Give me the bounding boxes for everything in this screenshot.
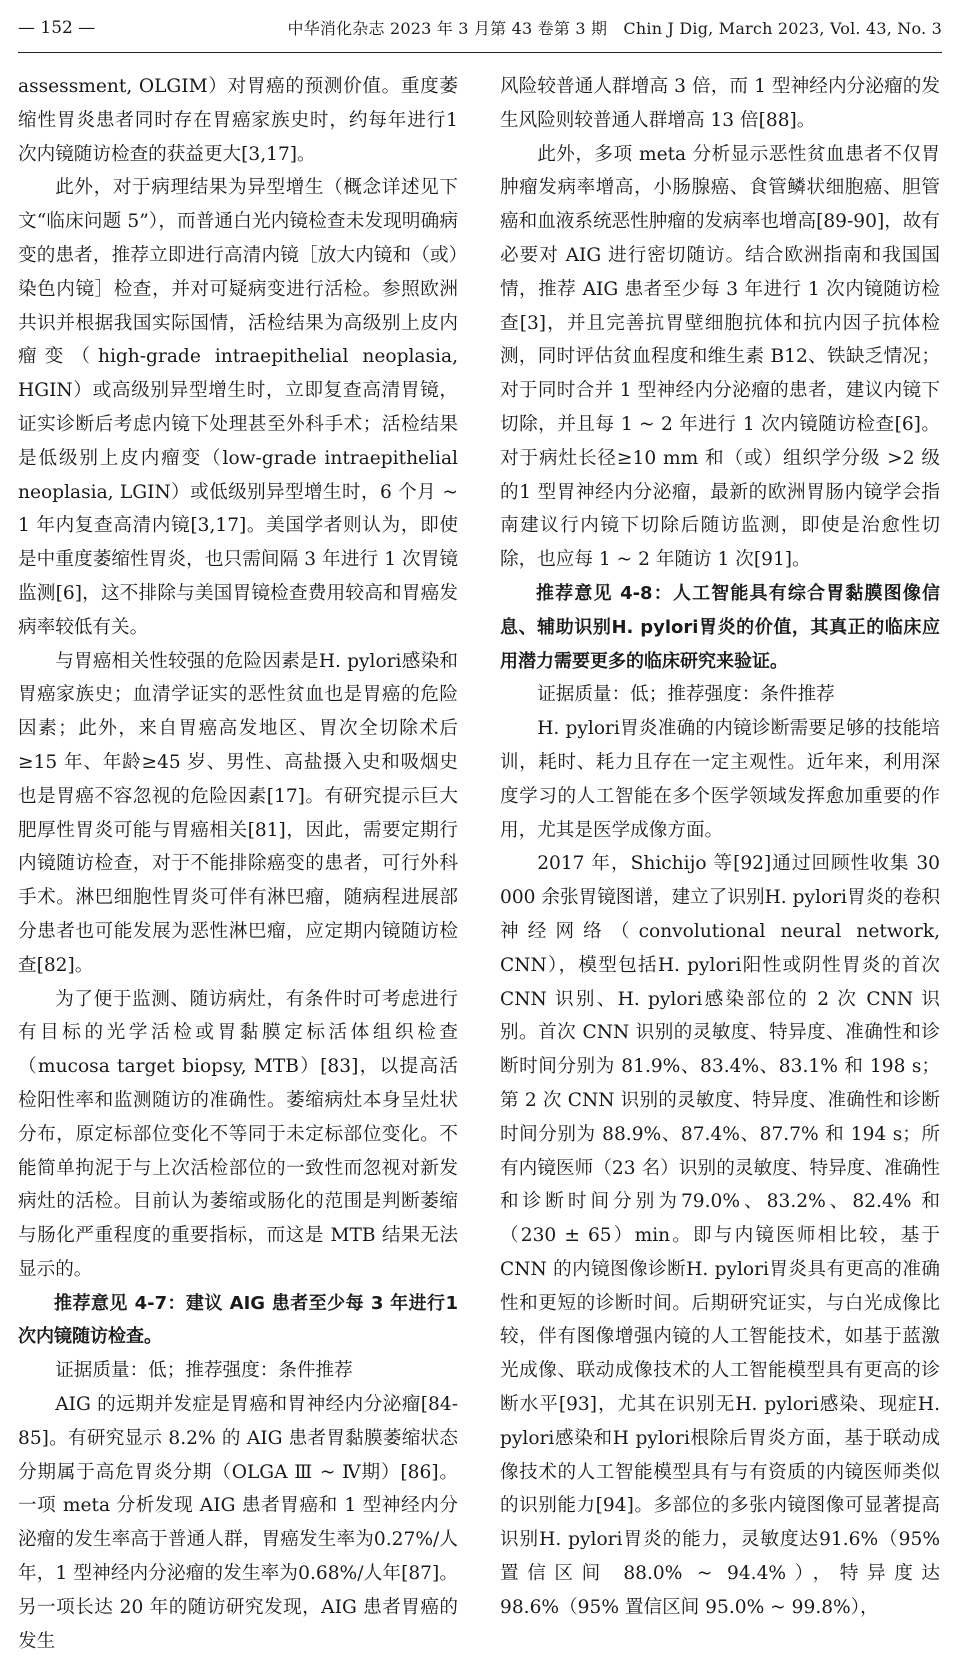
- recommendation-4-8: 推荐意见 4-8：人工智能具有综合胃黏膜图像信息、辅助识别H. pylori胃炎的价值，其真正的临床应用潜力需要更多的临床研究来验证。: [500, 582, 940, 672]
- journal-citation: 中华消化杂志 2023 年 3 月第 43 卷第 3 期 Chin J Dig, March 2023, Vol. 43, No. 3: [287, 19, 942, 38]
- recommendation-4-7: 推荐意见 4-7：建议 AIG 患者至少每 3 年进行1 次内镜随访检查。: [18, 1292, 458, 1348]
- paragraph: 风险较普通人群增高 3 倍，而 1 型神经内分泌瘤的发生风险则较普通人群增高 13 倍[88]。: [500, 76, 940, 131]
- paragraph: H. pylori胃炎准确的内镜诊断需要足够的技能培训，耗时、耗力且存在一定主观性。近年来，利用深度学习的人工智能在多个医学领域发挥愈加重要的作用，尤其是医学成像方面。: [500, 718, 940, 841]
- page-header: [18, 8, 942, 53]
- page-number: — 152 —: [18, 18, 96, 38]
- paragraph: AIG 的远期并发症是胃癌和胃神经内分泌瘤[84-85]。有研究显示 8.2% 的 AIG 患者胃黏膜萎缩状态分期属于高危胃炎分期（OLGA Ⅲ ~ Ⅳ期）[86]。一项 meta 分析发现 AIG 患者胃癌和 1 型神经内分泌瘤的发生率高于普通人群，胃癌发生率为0.27%/人年，1 型神经内分泌瘤的发生率为0.68%/人年[87]。另一项长达 20 年的随访研究发现，AIG 患者胃癌的发生: [18, 1394, 458, 1652]
- paragraph: 为了便于监测、随访病灶，有条件时可考虑进行有目标的光学活检或胃黏膜定标活体组织检查（mucosa target biopsy, MTB）[83]，以提高活检阳性率和监测随访的准确性。萎缩病灶本身呈灶状分布，原定标部位变化不等同于未定标部位变化。不能简单拘泥于与上次活检部位的一致性而忽视对新发病灶的活检。目前认为萎缩或肠化的范围是判断萎缩与肠化严重程度的重要指标，而这是 MTB 结果无法显示的。: [18, 988, 458, 1280]
- paragraph: 与胃癌相关性较强的危险因素是H. pylori感染和胃癌家族史；血清学证实的恶性贫血也是胃癌的危险因素；此外，来自胃癌高发地区、胃次全切除术后≥15 年、年龄≥45 岁、男性、高盐摄入史和吸烟史也是胃癌不容忽视的危险因素[17]。有研究提示巨大肥厚性胃炎可能与胃癌相关[81]，因此，需要定期行内镜随访检查，对于不能排除癌变的患者，可行外科手术。淋巴细胞性胃炎可伴有淋巴瘤，随病程进展部分患者也可能发展为恶性淋巴瘤，应定期内镜随访检查[82]。: [18, 650, 458, 976]
- left-column: [18, 70, 458, 1658]
- paragraph: 此外，对于病理结果为异型增生（概念详述见下文“临床问题 5”），而普通白光内镜检查未发现明确病变的患者，推荐立即进行高清内镜［放大内镜和（或）染色内镜］检查，并对可疑病变进行活检。参照欧洲共识并根据我国实际国情，活检结果为高级别上皮内瘤变（high-grade intraepithelial neoplasia, HGIN）或高级别异型增生时，立即复查高清胃镜，证实诊断后考虑内镜下处理甚至外科手术；活检结果是低级别上皮内瘤变（low-grade intraepithelial neoplasia, LGIN）或低级别异型增生时，6 个月 ~ 1 年内复查高清内镜[3,17]。美国学者则认为，即使是中重度萎缩性胃炎，也只需间隔 3 年进行 1 次胃镜监测[6]，这不排除与美国胃镜检查费用较高和胃癌发病率较低有关。: [18, 177, 458, 638]
- paragraph: 2017 年，Shichijo 等[92]通过回顾性收集 30 000 余张胃镜图谱，建立了识别H. pylori胃炎的卷积神经网络（convolutional neural network, CNN），模型包括H. pylori阳性或阴性胃炎的首次 CNN 识别、H. pylori感染部位的 2 次 CNN 识别。首次 CNN 识别的灵敏度、特异度、准确性和诊断时间分别为 81.9%、83.4%、83.1% 和 198 s；第 2 次 CNN 识别的灵敏度、特异度、准确性和诊断时间分别为 88.9%、87.4%、87.7% 和 194 s；所有内镜医师（23 名）识别的灵敏度、特异度、准确性和诊断时间分别为79.0%、83.2%、82.4% 和（230 ± 65）min。即与内镜医师相比较，基于 CNN 的内镜图像诊断H. pylori胃炎具有更高的准确性和更短的诊断时间。后期研究证实，与白光成像比较，伴有图像增强内镜的人工智能技术，如基于蓝激光成像、联动成像技术的人工智能模型具有更高的诊断水平[93]，尤其在识别无H. pylori感染、现症H. pylori感染和H pylori根除后胃炎方面，基于联动成像技术的人工智能模型具有与有资质的内镜医师类似的识别能力[94]。多部位的多张内镜图像可显著提高识别H. pylori胃炎的能力，灵敏度达91.6%（95% 置信区间 88.0% ~ 94.4%），特异度达98.6%（95% 置信区间 95.0% ~ 99.8%），: [500, 853, 940, 1618]
- evidence-quality: 证据质量：低；推荐强度：条件推荐: [537, 684, 835, 706]
- paragraph: assessment, OLGIM）对胃癌的预测价值。重度萎缩性胃炎患者同时存在胃癌家族史时，约每年进行1 次内镜随访检查的获益更大[3,17]。: [18, 76, 458, 165]
- evidence-quality: 证据质量：低；推荐强度：条件推荐: [55, 1360, 353, 1382]
- paragraph: 此外，多项 meta 分析显示恶性贫血患者不仅胃肿瘤发病率增高，小肠腺癌、食管鳞状细胞癌、胆管癌和血液系统恶性肿瘤的发病率也增高[89-90]，故有必要对 AIG 进行密切随访。结合欧洲指南和我国国情，推荐 AIG 患者至少每 3 年进行 1 次内镜随访检查[3]，并且完善抗胃壁细胞抗体和抗内因子抗体检测，同时评估贫血程度和维生素 B12、铁缺乏情况；对于同时合并 1 型神经内分泌瘤的患者，建议内镜下切除，并且每 1 ~ 2 年进行 1 次内镜随访检查[6]。对于病灶长径≥10 mm 和（或）组织学分级 >2 级的1 型胃神经内分泌瘤，最新的欧洲胃肠内镜学会指南建议行内镜下切除后随访监测，即使是治愈性切除，也应每 1 ~ 2 年随访 1 次[91]。: [500, 143, 940, 571]
- right-column: [500, 70, 940, 1625]
